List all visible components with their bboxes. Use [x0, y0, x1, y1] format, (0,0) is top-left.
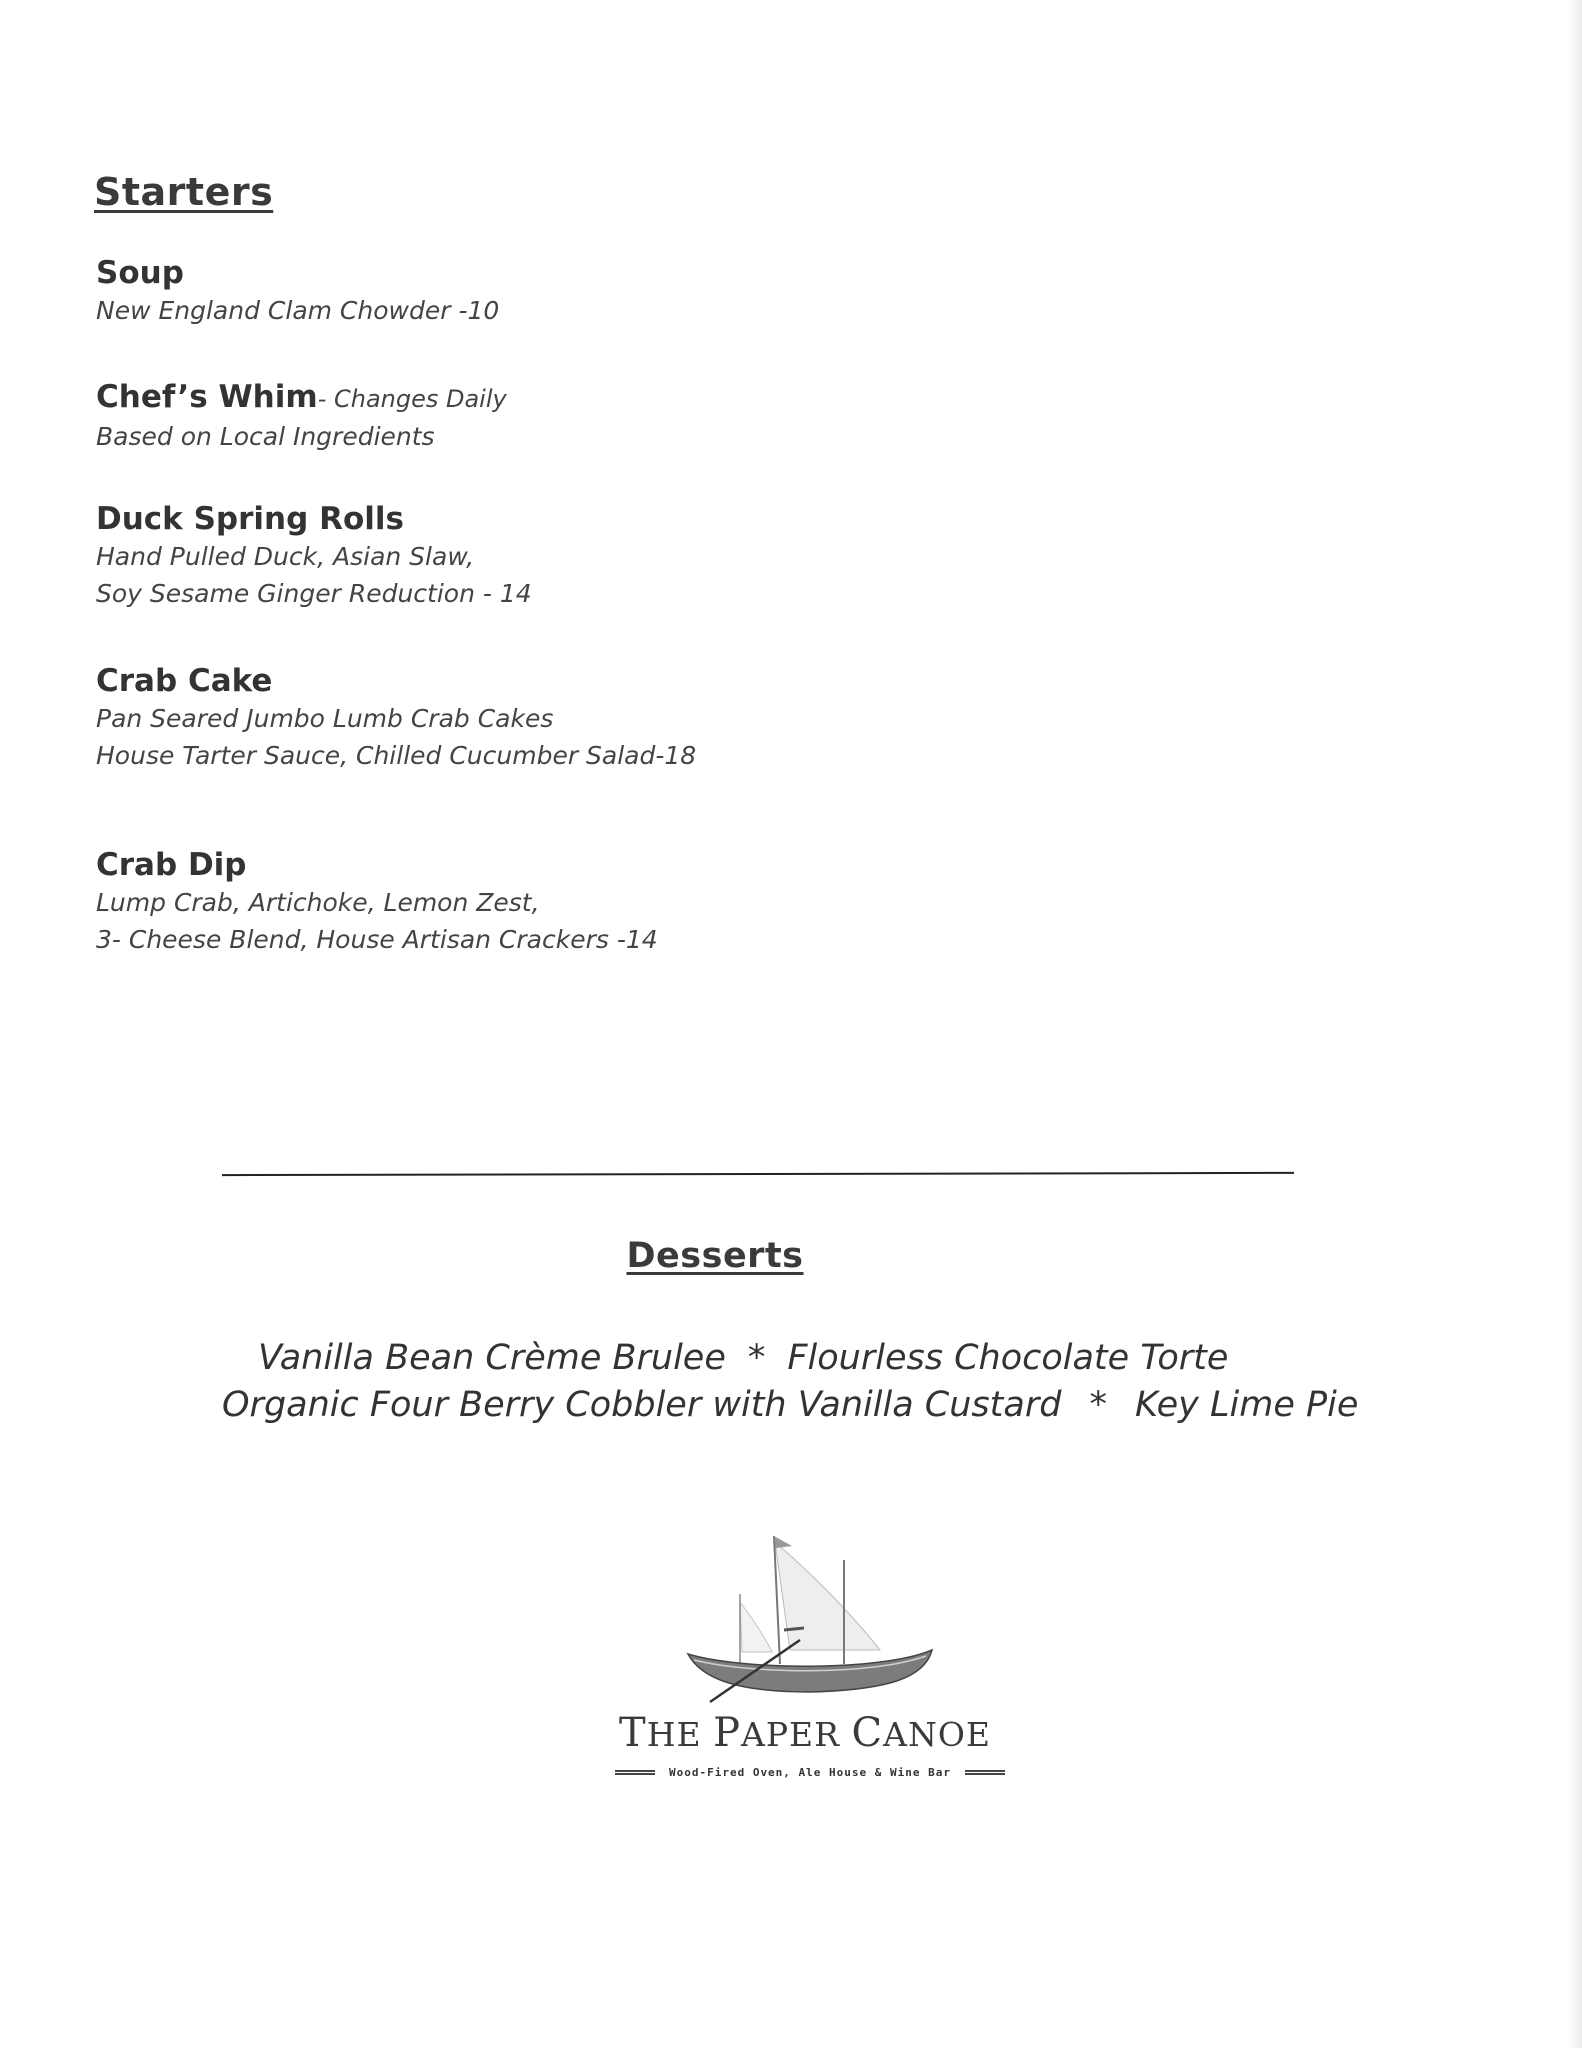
- logo-name: [600, 1710, 1010, 1756]
- menu-item-duck-spring-rolls: [96, 500, 532, 612]
- logo-tagline: Wood-Fired Oven, Ale House & Wine Bar: [668, 1765, 952, 1779]
- item-description-line-1: Pan Seared Jumbo Lumb Crab Cakes: [96, 704, 554, 733]
- menu-item-crab-dip: [96, 846, 658, 958]
- item-description-line-2: 3- Cheese Blend, House Artisan Crackers -14: [96, 925, 658, 954]
- item-name-text: Soup: [96, 255, 184, 291]
- item-name-text: Crab Dip: [96, 847, 247, 883]
- page-edge-shadow: [1568, 0, 1582, 2048]
- separator-star: *: [1089, 1385, 1107, 1425]
- menu-item-chefs-whim: [96, 378, 507, 455]
- item-description-line-1: Hand Pulled Duck, Asian Slaw,: [96, 542, 475, 571]
- item-description-line-2: Soy Sesame Ginger Reduction - 14: [96, 579, 532, 608]
- starters-heading: Starters: [94, 170, 274, 214]
- tagline-rule-right: [965, 1770, 1005, 1775]
- dessert-item: Organic Four Berry Cobbler with Vanilla Custard: [222, 1385, 1062, 1425]
- item-description-line-2: House Tarter Sauce, Chilled Cucumber Salad-18: [96, 741, 697, 770]
- item-name: [96, 846, 658, 884]
- item-name-text: Crab Cake: [96, 663, 273, 699]
- separator-star: *: [747, 1338, 766, 1378]
- sailboat-icon: [680, 1532, 940, 1707]
- logo-name-initial: C: [851, 1710, 884, 1756]
- logo-name-initial: T: [619, 1710, 647, 1756]
- dessert-line-2: [222, 1385, 1358, 1425]
- dessert-item: Vanilla Bean Crème Brulee: [258, 1338, 726, 1378]
- section-divider: [222, 1172, 1294, 1176]
- logo-name-rest: APER: [741, 1715, 840, 1754]
- menu-item-crab-cake: [96, 662, 696, 774]
- item-description: New England Clam Chowder -10: [96, 296, 500, 325]
- item-description: Based on Local Ingredients: [96, 422, 435, 451]
- dessert-item: Key Lime Pie: [1134, 1385, 1359, 1425]
- item-name: [96, 662, 696, 700]
- item-name: [96, 254, 499, 292]
- tagline-rule-left: [615, 1770, 655, 1775]
- logo-name-initial: P: [713, 1710, 742, 1756]
- item-description-line-1: Lump Crab, Artichoke, Lemon Zest,: [96, 888, 540, 917]
- desserts-heading: Desserts: [626, 1236, 804, 1276]
- dessert-item: Flourless Chocolate Torte: [787, 1338, 1229, 1378]
- restaurant-logo: [600, 1532, 1020, 1782]
- item-name: [96, 378, 507, 418]
- item-name-text: Chef’s Whim: [96, 379, 318, 415]
- logo-name-rest: ANOE: [883, 1715, 991, 1754]
- item-name-text: Duck Spring Rolls: [96, 501, 404, 537]
- logo-name-rest: HE: [646, 1715, 702, 1754]
- dessert-line-1: [258, 1338, 1228, 1378]
- menu-item-soup: [96, 254, 499, 329]
- item-name: [96, 500, 532, 538]
- item-note: - Changes Daily: [317, 385, 507, 413]
- logo-tagline-row: [610, 1762, 1010, 1782]
